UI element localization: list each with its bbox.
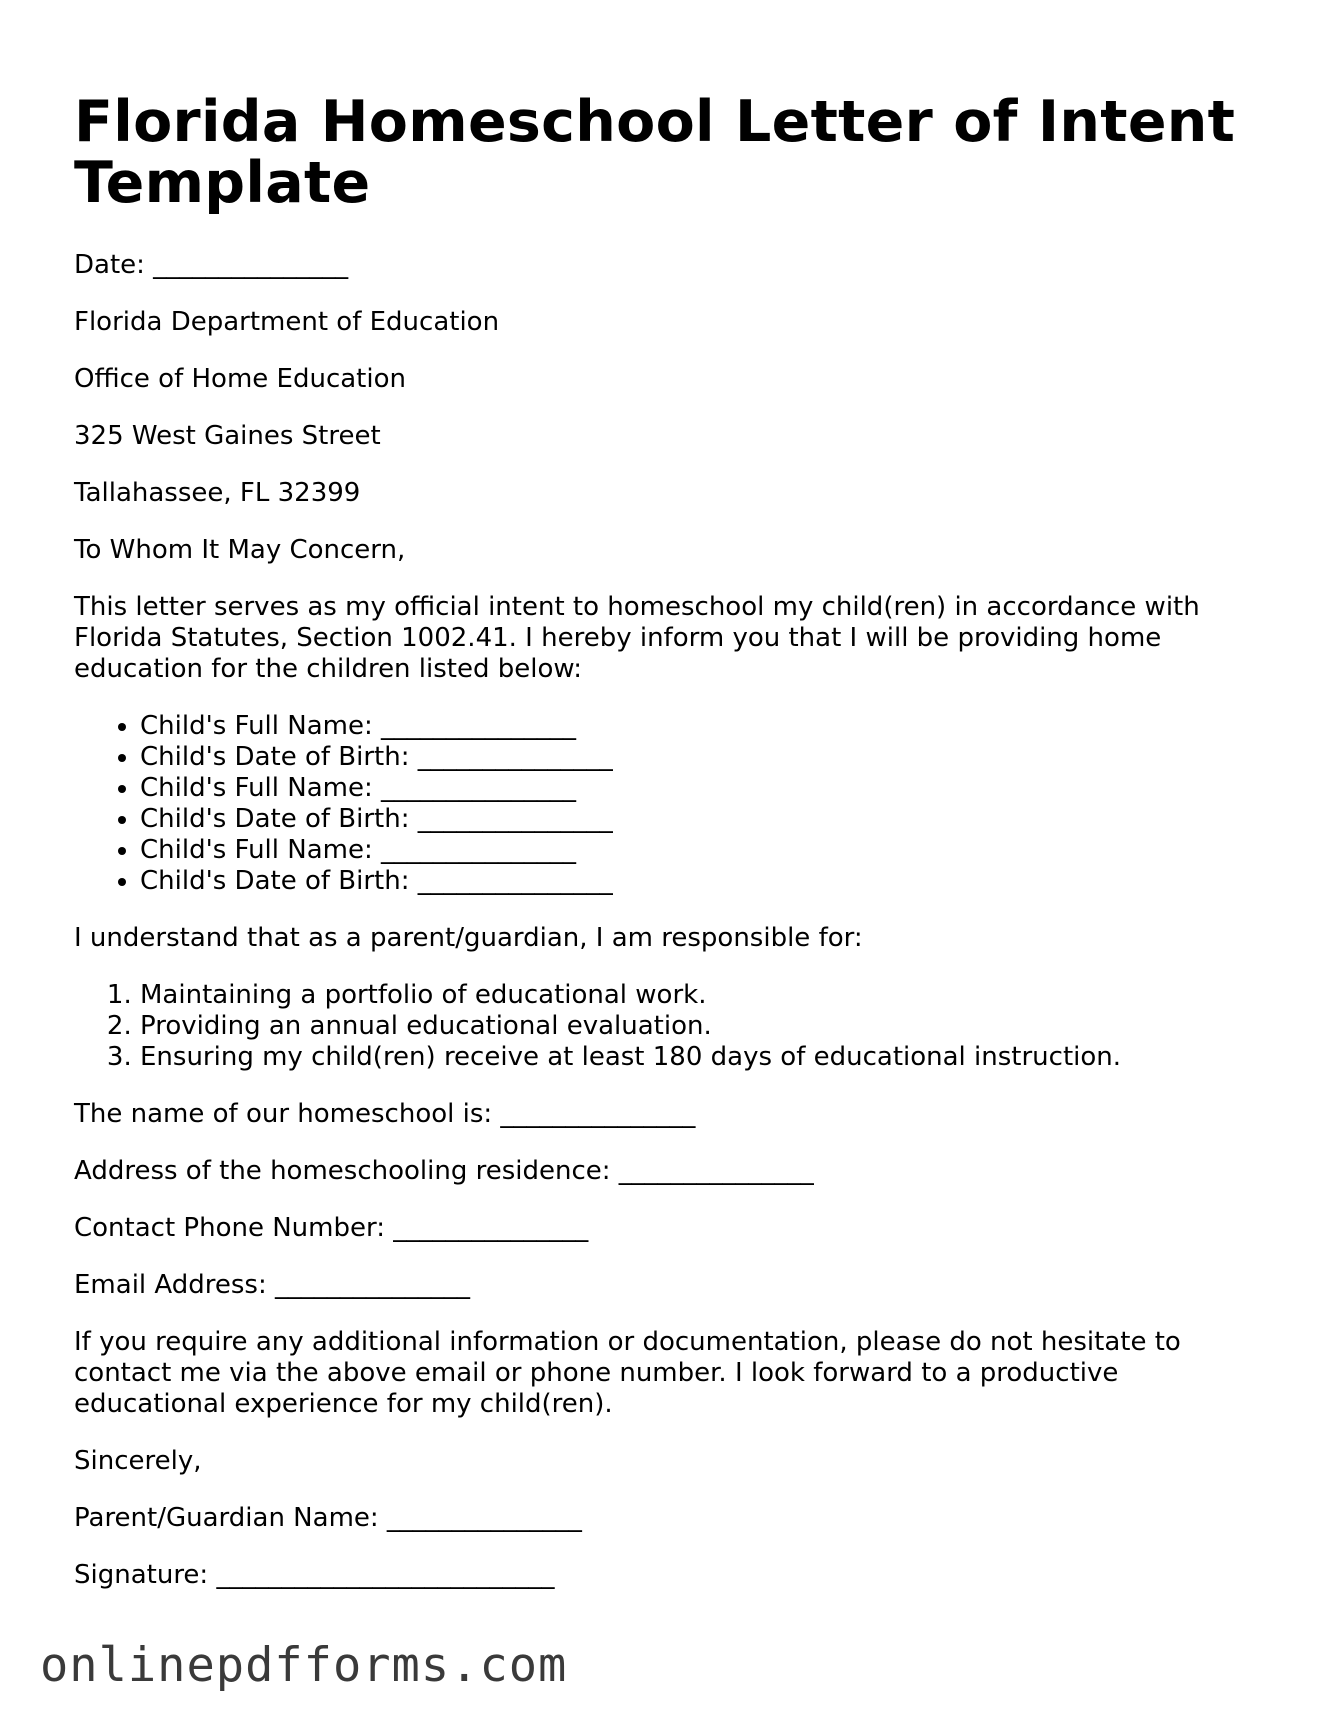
responsibilities-list — [74, 980, 1274, 1073]
responsibility-item: 1. Maintaining a portfolio of educational work. — [140, 980, 1274, 1011]
contact-phone-field: Contact Phone Number: _______________ — [74, 1213, 589, 1243]
signature-field: Signature: __________________________ — [74, 1560, 555, 1590]
date-field: Date: _______________ — [74, 250, 349, 280]
children-list — [74, 711, 1274, 897]
child-full-name-field: • Child's Full Name: _______________ — [140, 835, 1274, 866]
child-full-name-field: • Child's Full Name: _______________ — [140, 711, 1274, 742]
child-dob-field: • Child's Date of Birth: _______________ — [140, 866, 1274, 897]
sign-off: Sincerely, — [74, 1446, 202, 1476]
homeschool-name-field: The name of our homeschool is: _______________ — [74, 1099, 696, 1129]
guardian-name-field: Parent/Guardian Name: _______________ — [74, 1503, 582, 1533]
recipient-line-4: Tallahassee, FL 32399 — [74, 478, 361, 508]
letter-document — [74, 89, 1274, 1617]
email-field: Email Address: _______________ — [74, 1270, 470, 1300]
recipient-line-3: 325 West Gaines Street — [74, 421, 381, 451]
responsibility-item: 3. Ensuring my child(ren) receive at least 180 days of educational instruction. — [140, 1042, 1274, 1073]
responsibilities-intro: I understand that as a parent/guardian, I am responsible for: — [74, 923, 863, 953]
recipient-line-2: Office of Home Education — [74, 364, 406, 394]
recipient-line-1: Florida Department of Education — [74, 307, 500, 337]
child-full-name-field: • Child's Full Name: _______________ — [140, 773, 1274, 804]
intro-paragraph: This letter serves as my official intent to homeschool my child(ren) in accordance with Florida Statutes, Section 1002.41. I hereby inform you that I will be providing home education for the children listed below: — [74, 592, 1200, 684]
watermark: onlinepdfforms.com — [40, 1638, 568, 1693]
closing-paragraph: If you require any additional information or documentation, please do not hesitate to contact me via the above email or phone number. I look forward to a productive educational experience for my child(ren). — [74, 1327, 1181, 1419]
child-dob-field: • Child's Date of Birth: _______________ — [140, 804, 1274, 835]
responsibility-item: 2. Providing an annual educational evaluation. — [140, 1011, 1274, 1042]
page-title: Florida Homeschool Letter of Intent Template — [74, 89, 1236, 216]
residence-address-field: Address of the homeschooling residence: _______________ — [74, 1156, 814, 1186]
child-dob-field: • Child's Date of Birth: _______________ — [140, 742, 1274, 773]
salutation: To Whom It May Concern, — [74, 535, 406, 565]
